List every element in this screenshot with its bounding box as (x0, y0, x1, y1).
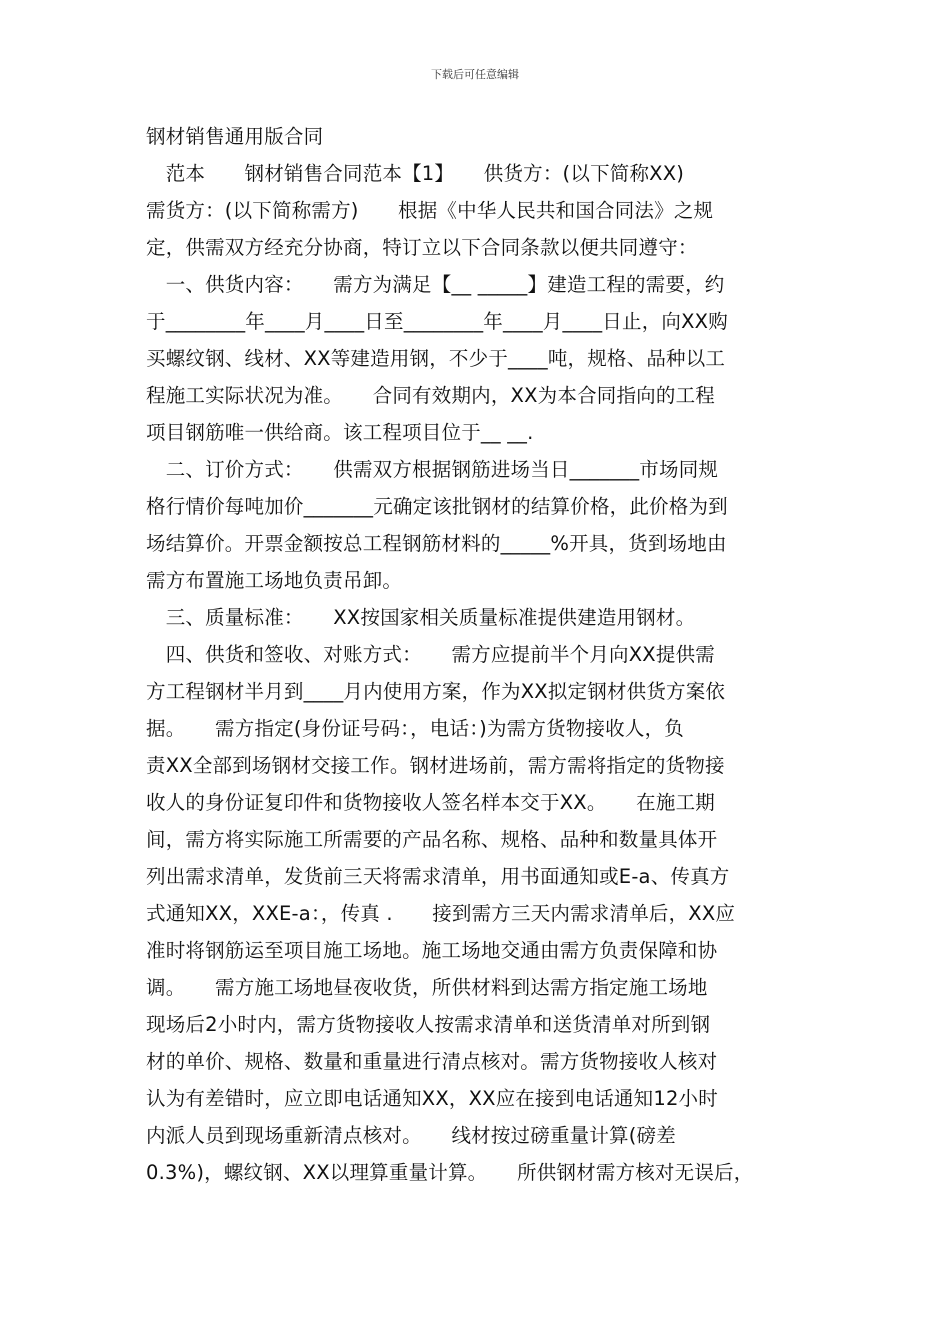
document-line: 四、供货和签收、对账方式： 需方应提前半个月向XX提供需 (146, 643, 715, 666)
document-line: 内派人员到现场重新清点核对。 线材按过磅重量计算(磅差 (146, 1124, 676, 1147)
document-line: 格行情价每吨加价_______元确定该批钢材的结算价格，此价格为到 (146, 495, 728, 518)
document-line: 一、供货内容： 需方为满足【__ _____】建造工程的需要，约 (146, 273, 725, 296)
document-line: 材的单价、规格、数量和重量进行清点核对。需方货物接收人核对 (146, 1050, 718, 1073)
document-line: 0.3%)，螺纹钢、XX以理算重量计算。 所供钢材需方核对无误后， (146, 1161, 754, 1184)
document-line: 据。 需方指定(身份证号码：，电话：)为需方货物接收人，负 (146, 717, 684, 740)
document-line: 责XX全部到场钢材交接工作。钢材进场前，需方需将指定的货物接 (146, 754, 725, 777)
document-line: 现场后2小时内，需方货物接收人按需求清单和送货清单对所到钢 (146, 1013, 711, 1036)
page-header: 下载后可任意编辑 (431, 68, 519, 81)
document-line: 场结算价。开票金额按总工程钢筋材料的_____%开具，货到场地由 (146, 532, 727, 555)
document-line: 程施工实际状况为准。 合同有效期内，XX为本合同指向的工程 (146, 384, 715, 407)
document-line: 准时将钢筋运至项目施工场地。施工场地交通由需方负责保障和协 (146, 939, 718, 962)
document-body (146, 118, 808, 1191)
document-title: 钢材销售通用版合同 (146, 125, 324, 148)
document-line: 列出需求清单，发货前三天将需求清单，用书面通知或E-a、传真方 (146, 865, 730, 888)
document-line: 方工程钢材半月到____月内使用方案，作为XX拟定钢材供货方案依 (146, 680, 726, 703)
document-line: 二、订价方式： 供需双方根据钢筋进场当日_______市场同规 (146, 458, 719, 481)
document-line: 需方布置施工场地负责吊卸。 (146, 569, 403, 592)
document-line: 项目钢筋唯一供给商。该工程项目位于__ __. (146, 421, 534, 444)
document-line: 定，供需双方经充分协商，特订立以下合同条款以便共同遵守： (146, 236, 698, 259)
document-line: 收人的身份证复印件和货物接收人签名样本交于XX。 在施工期 (146, 791, 715, 814)
document-line: 三、质量标准： XX按国家相关质量标准提供建造用钢材。 (146, 606, 696, 629)
document-line: 间，需方将实际施工所需要的产品名称、规格、品种和数量具体开 (146, 828, 718, 851)
document-line: 需货方：(以下简称需方) 根据《中华人民共和国合同法》之规 (146, 199, 714, 222)
document-line: 调。 需方施工场地昼夜收货，所供材料到达需方指定施工场地 (146, 976, 708, 999)
document-line: 于________年____月____日至________年____月____日止，向XX购 (146, 310, 728, 333)
document-line: 买螺纹钢、线材、XX等建造用钢，不少于____吨，规格、品种以工 (146, 347, 726, 370)
document-line: 认为有差错时，应立即电话通知XX，XX应在接到电话通知12小时 (146, 1087, 718, 1110)
document-line: 式通知XX，XXE-a：，传真 . 接到需方三天内需求清单后，XX应 (146, 902, 736, 925)
document-line: 范本 钢材销售合同范本【1】 供货方：(以下简称XX) (146, 162, 685, 185)
